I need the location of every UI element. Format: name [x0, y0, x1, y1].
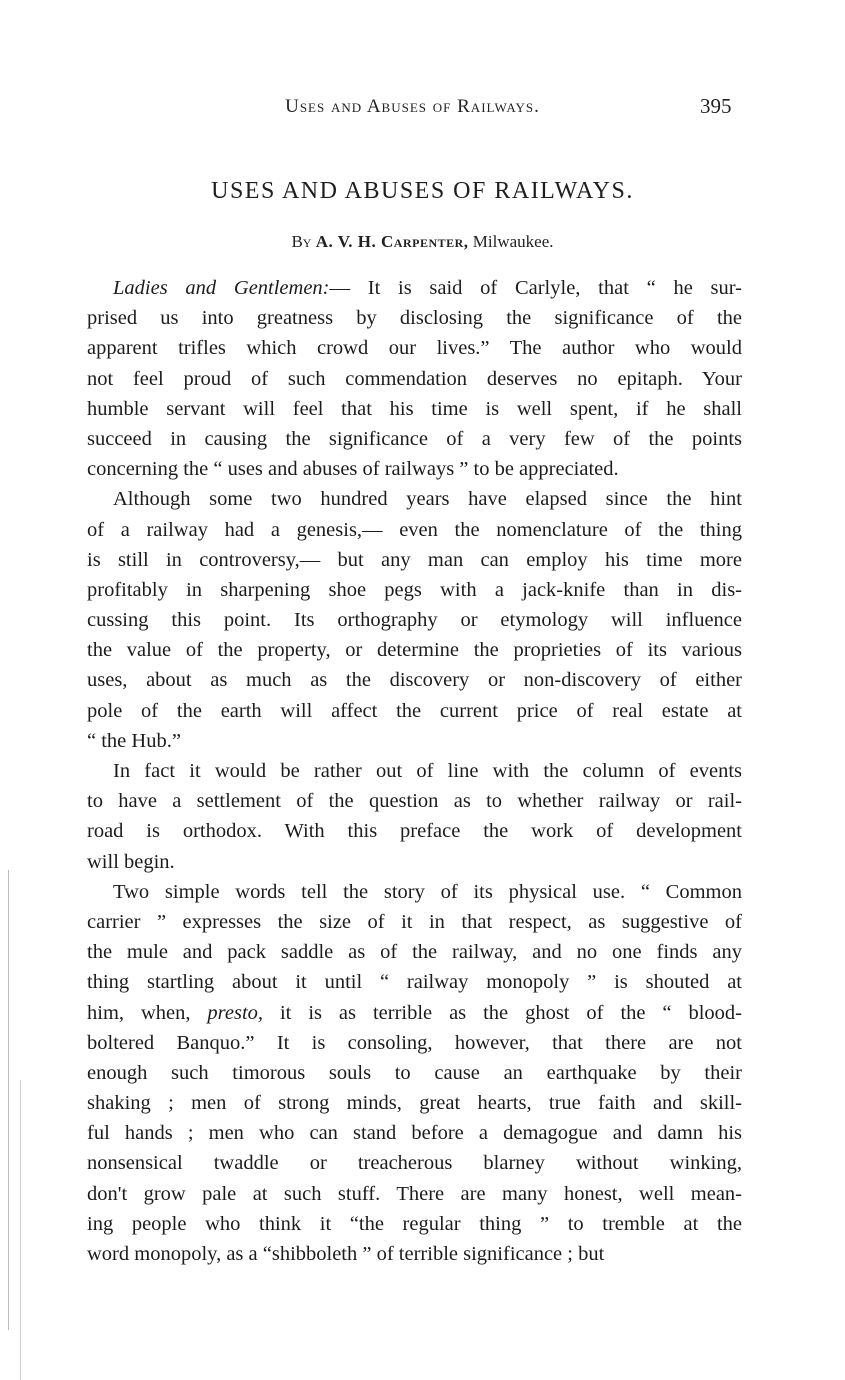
- text-line: [87, 424, 742, 454]
- page-number: 395: [700, 94, 732, 118]
- text-segment: prised us into greatness by disclosing the significance of the: [87, 307, 742, 330]
- text-segment: not feel proud of such commendation deserves no epitaph. Your: [87, 367, 742, 390]
- text-segment: pole of the earth will affect the current price of real estate at: [87, 699, 742, 722]
- text-line: [87, 877, 742, 907]
- text-segment: carrier ” expresses the size of it in that respect, as suggestive of: [87, 910, 742, 933]
- text-segment: to have a settlement of the question as to whether railway or rail-: [87, 790, 742, 813]
- byline-author: A. V. H. Carpenter,: [315, 232, 469, 251]
- text-segment: concerning the “ uses and abuses of railways ” to be appreciated.: [87, 458, 619, 481]
- text-line: [87, 364, 742, 394]
- byline: [0, 232, 845, 252]
- text-segment: In fact it would be rather out of line with the column of events: [113, 760, 742, 782]
- text-segment: “ the Hub.”: [87, 729, 181, 752]
- text-line: [87, 665, 742, 695]
- text-line: [87, 1088, 742, 1118]
- text-segment: word monopoly, as a “shibboleth ” of terrible significance ; but: [87, 1243, 605, 1265]
- text-segment: road is orthodox. With this preface the work of development: [87, 820, 742, 843]
- byline-by: By: [291, 232, 312, 251]
- text-segment: — It is said of Carlyle, that “ he sur-: [329, 277, 743, 299]
- text-line: [87, 1209, 742, 1239]
- text-segment: apparent trifles which crowd our lives.” The author who would: [87, 337, 742, 360]
- text-line: [87, 454, 742, 484]
- text-line: [87, 333, 742, 363]
- text-line: [87, 816, 742, 846]
- text-line: [87, 726, 742, 756]
- text-line: [87, 967, 742, 997]
- text-line: [87, 394, 742, 424]
- text-line: [87, 1148, 742, 1178]
- text-line: [87, 907, 742, 937]
- text-segment: ful hands ; men who can stand before a demagogue and damn his: [87, 1122, 742, 1145]
- text-line: [87, 696, 742, 726]
- text-segment: the mule and pack saddle as of the railway, and no one finds any: [87, 941, 742, 964]
- text-line: [87, 1028, 742, 1058]
- italic-text: presto,: [207, 1001, 264, 1024]
- text-line: [87, 303, 742, 333]
- text-segment: cussing this point. Its orthography or etymology will influence: [87, 609, 742, 632]
- italic-text: Ladies and Gentlemen:: [113, 277, 330, 299]
- text-line: [87, 605, 742, 635]
- text-segment: shaking ; men of strong minds, great hearts, true faith and skill-: [87, 1092, 742, 1115]
- text-line: [87, 847, 742, 877]
- text-segment: is still in controversy,— but any man can employ his time more: [87, 548, 742, 571]
- text-line: [87, 1239, 742, 1269]
- text-line: [87, 937, 742, 967]
- text-segment: nonsensical twaddle or treacherous blarney without winking,: [87, 1152, 742, 1175]
- text-segment: profitably in sharpening shoe pegs with a jack-knife than in dis-: [87, 578, 742, 601]
- text-segment: him, when,: [87, 1001, 208, 1024]
- text-line: [87, 756, 742, 786]
- text-line: [87, 786, 742, 816]
- text-segment: enough such timorous souls to cause an earthquake by their: [87, 1061, 742, 1084]
- text-line: [87, 1118, 742, 1148]
- text-line: [87, 1058, 742, 1088]
- article-title: USES AND ABUSES OF RAILWAYS.: [211, 178, 634, 204]
- text-segment: humble servant will feel that his time is well spent, if he shall: [87, 397, 742, 420]
- text-segment: it is as terrible as the ghost of the “ blood-: [263, 1001, 742, 1024]
- text-line: [87, 575, 742, 605]
- text-segment: ing people who think it “the regular thing ” to tremble at the: [87, 1212, 742, 1235]
- text-segment: don't grow pale at such stuff. There are many honest, well mean-: [87, 1182, 742, 1205]
- text-line: [87, 545, 742, 575]
- text-line: [87, 515, 742, 545]
- text-segment: Two simple words tell the story of its physical use. “ Common: [113, 880, 742, 903]
- margin-mark: [20, 1080, 21, 1380]
- text-segment: uses, about as much as the discovery or non-discovery of either: [87, 669, 742, 692]
- running-head: Uses and Abuses of Railways.: [285, 96, 540, 117]
- text-segment: succeed in causing the significance of a very few of the points: [87, 427, 742, 450]
- text-line: [87, 998, 742, 1028]
- byline-location: Milwaukee.: [472, 232, 554, 251]
- text-segment: thing startling about it until “ railway monopoly ” is shouted at: [87, 971, 742, 994]
- text-segment: of a railway had a genesis,— even the nomenclature of the thing: [87, 518, 742, 541]
- text-segment: will begin.: [87, 850, 175, 873]
- text-segment: boltered Banquo.” It is consoling, however, that there are not: [87, 1031, 742, 1054]
- text-line: [87, 635, 742, 665]
- text-line: [87, 484, 742, 514]
- text-line: [87, 273, 742, 303]
- text-segment: Although some two hundred years have elapsed since the hint: [113, 488, 742, 511]
- article-body: [87, 273, 742, 1269]
- text-line: [87, 1179, 742, 1209]
- text-segment: the value of the property, or determine the proprieties of its various: [87, 639, 742, 662]
- margin-mark: [8, 870, 9, 1330]
